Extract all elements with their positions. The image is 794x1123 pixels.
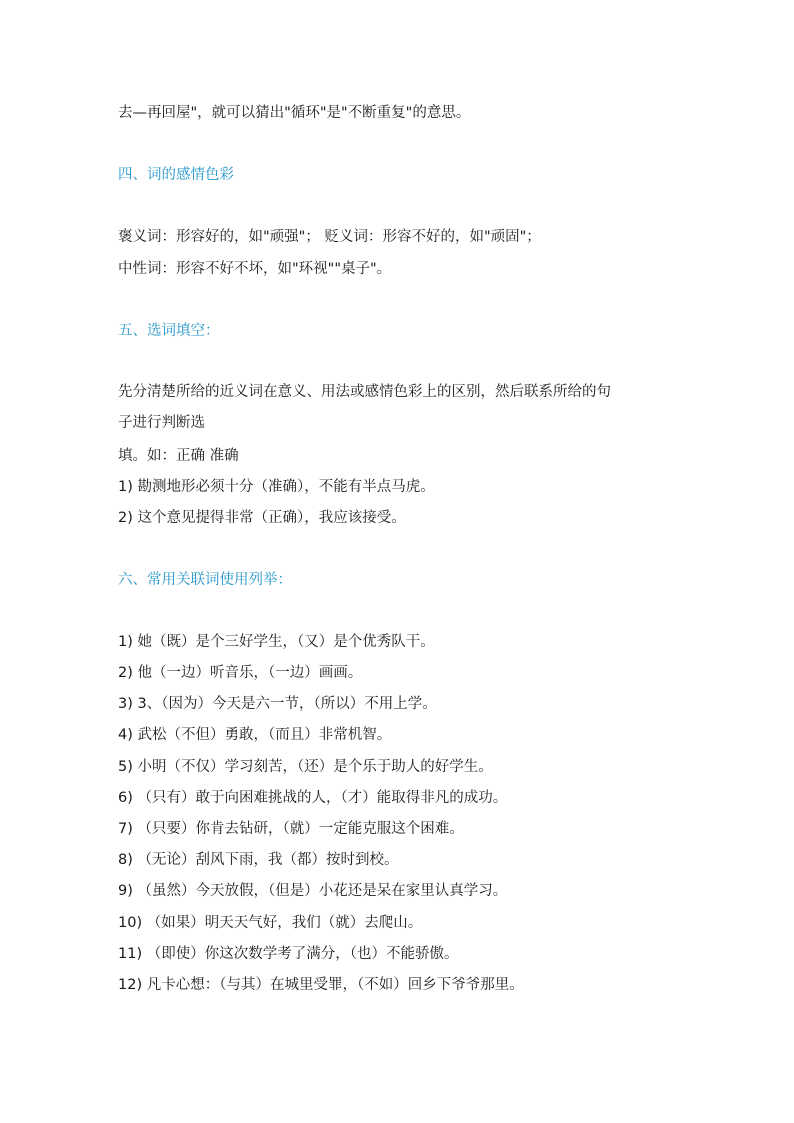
- section4-line: 中性词：形容不好不坏，如"环视""桌子"。: [118, 261, 392, 277]
- section5-line: 2) 这个意见提得非常（正确），我应该接受。: [118, 510, 406, 526]
- list-item: 4) 武松（不但）勇敢，（而且）非常机智。: [118, 727, 392, 743]
- list-item: 10) （如果）明天天气好，我们（就）去爬山。: [118, 915, 423, 931]
- list-item: 8) （无论）刮风下雨，我（都）按时到校。: [118, 852, 399, 868]
- intro-line: 去—再回屋"，就可以猜出"循环"是"不断重复"的意思。: [118, 105, 471, 121]
- section4-line: 褒义词：形容好的，如"顽强"； 贬义词：形容不好的，如"顽固"；: [118, 229, 541, 245]
- list-item: 12) 凡卡心想：（与其）在城里受罪，（不如）回乡下爷爷那里。: [118, 977, 524, 993]
- list-item: 11) （即使）你这次数学考了满分，（也）不能骄傲。: [118, 946, 459, 962]
- list-item: 5) 小明（不仅）学习刻苦，（还）是个乐于助人的好学生。: [118, 759, 493, 775]
- list-item: 7) （只要）你肯去钻研，（就）一定能克服这个困难。: [118, 821, 464, 837]
- section5-line: 子进行判断选: [118, 415, 205, 431]
- list-item: 6) （只有）敢于向困难挑战的人，（才）能取得非凡的成功。: [118, 790, 508, 806]
- section5-heading: 五、选词填空：: [118, 323, 220, 339]
- section5-line: 先分清楚所给的近义词在意义、用法或感情色彩上的区别，然后联系所给的句: [118, 384, 611, 400]
- list-item: 9) （虽然）今天放假，（但是）小花还是呆在家里认真学习。: [118, 883, 508, 899]
- section5-line: 1) 勘测地形必须十分（准确），不能有半点马虎。: [118, 479, 435, 495]
- list-item: 1) 她（既）是个三好学生，（又）是个优秀队干。: [118, 634, 435, 650]
- section4-heading: 四、词的感情色彩: [118, 167, 234, 183]
- list-item: 3) 3、（因为）今天是六一节，（所以）不用上学。: [118, 696, 437, 712]
- section5-line: 填。如：正确 准确: [118, 448, 239, 464]
- section6-heading: 六、常用关联词使用列举：: [118, 572, 292, 588]
- list-item: 2) 他（一边）听音乐，（一边）画画。: [118, 665, 363, 681]
